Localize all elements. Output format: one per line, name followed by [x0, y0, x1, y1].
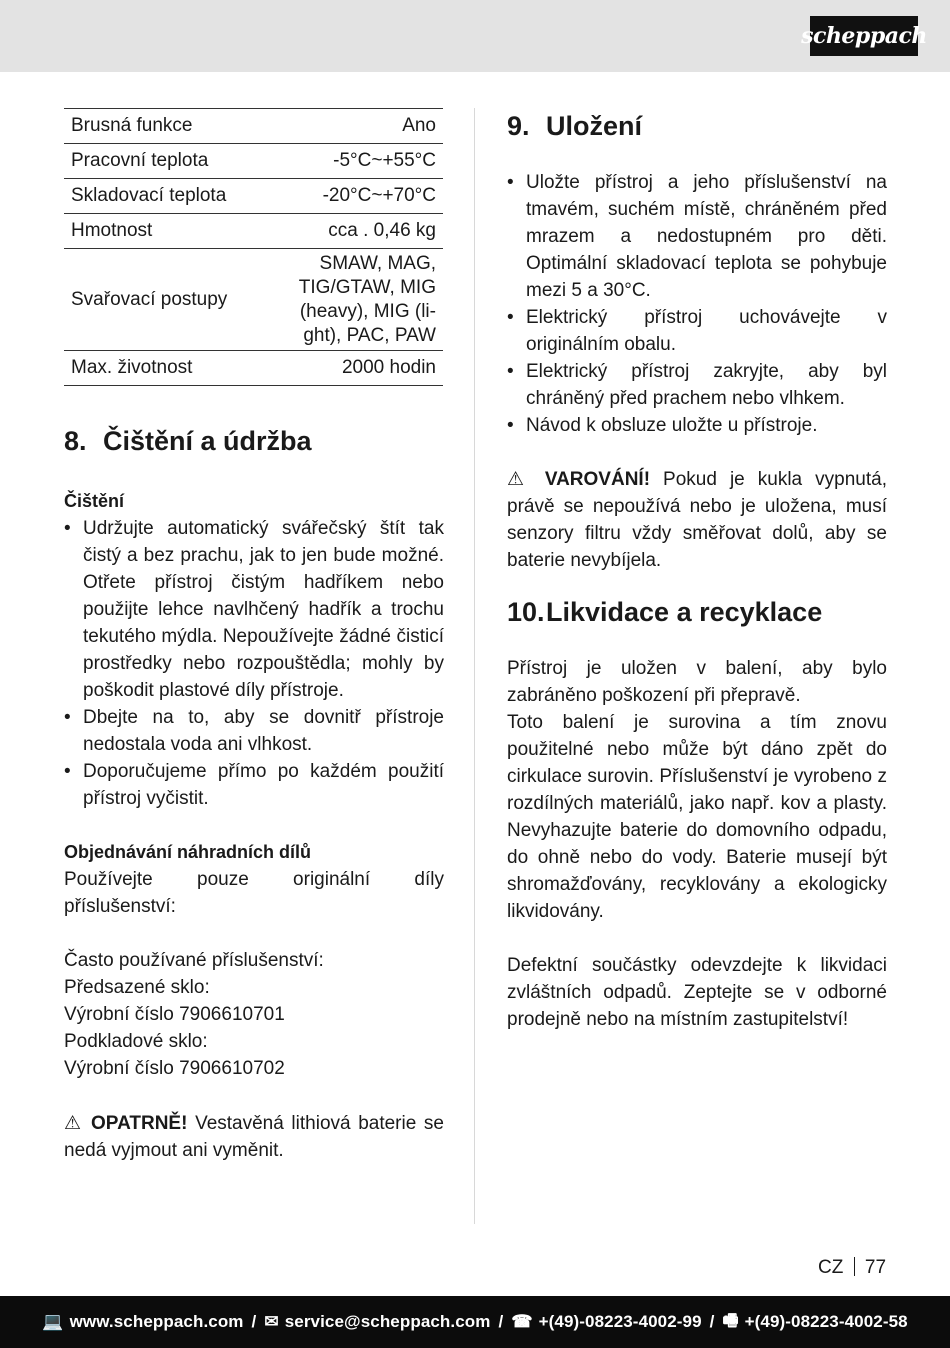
cleaning-heading: Čištění	[64, 491, 125, 511]
table-row	[64, 179, 443, 214]
email-icon: ✉	[264, 1312, 279, 1331]
section-10-heading	[507, 596, 887, 628]
footer-separator: /	[251, 1312, 257, 1331]
brand-logo: scheppach	[810, 16, 918, 56]
footer-fax: +(49)-08223-4002-58	[744, 1312, 908, 1331]
storage-list	[507, 169, 887, 439]
spec-label: Brusná funkce	[71, 115, 193, 136]
table-row	[64, 109, 443, 144]
spec-label: Max. životnost	[71, 357, 193, 378]
list-item: • Elektrický přístroj zakryjte, aby byl chráněný před prachem nebo vlhkem.	[507, 358, 887, 412]
list-item: • Uložte přístroj a jeho příslušenství na tmavém, suchém místě, chráněném před mrazem a nedostupném pro děti. Optimální skladovací teplota se pohybuje mezi 5 a 30°C.	[507, 169, 887, 304]
disposal-paragraph: Přístroj je uložen v balení, aby bylo zabráněno poškození při přepravě.	[507, 658, 887, 706]
parts-line: Předsazené sklo:	[64, 977, 210, 998]
warning-icon: ⚠	[64, 1113, 84, 1134]
warning-text: Pokud je kukla vypnutá, právě se nepoužívá nebo je uložena, musí senzory filtru vždy směřovat dolů, aby se baterie nevybíjela.	[507, 469, 887, 571]
table-row	[64, 144, 443, 179]
warning-note	[507, 466, 887, 574]
caution-text: Vestavěná lithiová baterie se nedá vyjmout ani vyměnit.	[64, 1113, 444, 1161]
section-number: 8.	[64, 426, 87, 456]
spec-value: 2000 hodin	[341, 357, 436, 378]
spec-table	[64, 108, 443, 386]
right-column	[507, 108, 887, 1033]
computer-icon: 💻	[42, 1312, 64, 1331]
section-title: Čištění a údržba	[103, 426, 312, 456]
footer-email-link[interactable]: service@scheppach.com	[284, 1312, 491, 1331]
parts-list	[64, 947, 444, 1082]
spec-value: Ano	[402, 115, 436, 136]
disposal-paragraph: Defektní součástky odevzdejte k likvidaci zvláštních odpadů. Zeptejte se v odborné prodejně nebo na místním zastupitelství!	[507, 955, 887, 1030]
spec-label: Svařovací postupy	[71, 288, 228, 310]
section-8-heading	[64, 425, 444, 457]
column-divider	[474, 108, 475, 1224]
footer-phone: +(49)-08223-4002-99	[538, 1312, 702, 1331]
page-lang: CZ	[818, 1257, 844, 1278]
footer-website-link[interactable]: www.scheppach.com	[69, 1312, 244, 1331]
spec-value-line: TIG/GTAW, MIG	[298, 276, 436, 298]
spec-value: cca . 0,46 kg	[328, 220, 436, 241]
spec-value: -20°C~+70°C	[322, 185, 436, 206]
left-column	[64, 108, 444, 1164]
table-row	[64, 214, 443, 249]
table-row	[64, 249, 443, 351]
section-title: Likvidace a recyklace	[546, 597, 823, 627]
spec-label: Pracovní teplota	[71, 150, 209, 171]
spec-value: -5°C~+55°C	[333, 150, 436, 171]
caution-note	[64, 1110, 444, 1164]
section-number: 9.	[507, 111, 530, 141]
footer-separator: /	[498, 1312, 504, 1331]
page-number-value: 77	[864, 1257, 887, 1278]
disposal-paragraph: Toto balení je surovina a tím znovu použitelné nebo může být dáno zpět do cirkulace surovin. Příslušenství je vyrobeno z rozdílných materiálů, jako např. kov a plasty. Nevyhazujte baterie do domovního odpadu, do ohně nebo do vody. Baterie musejí být shromažďovány, recyklovány a ekologicky likvidovány.	[507, 712, 887, 922]
spec-value-line: ght), PAC, PAW	[303, 324, 436, 346]
parts-heading: Objednávání náhradních dílů	[64, 842, 312, 862]
cleaning-list	[64, 515, 444, 812]
phone-icon: ☎	[511, 1312, 533, 1331]
spec-value-line: (heavy), MIG (li-	[299, 300, 436, 322]
parts-line: Podkladové sklo:	[64, 1031, 208, 1052]
table-row	[64, 351, 443, 386]
list-item: • Elektrický přístroj uchovávejte v originálním obalu.	[507, 304, 887, 358]
footer-separator: /	[709, 1312, 715, 1331]
section-title: Uložení	[546, 111, 643, 141]
list-item: • Návod k obsluze uložte u přístroje.	[507, 412, 887, 439]
parts-line: Výrobní číslo 7906610701	[64, 1004, 285, 1025]
section-number: 10.	[507, 597, 545, 627]
spec-value-line: SMAW, MAG,	[319, 252, 436, 274]
parts-line: Často používané příslušenství:	[64, 950, 324, 971]
spec-value	[265, 249, 443, 351]
list-item: • Udržujte automatický svářečský štít tak čistý a bez prachu, jak to jen bude možné. Otřete přístroj čistým hadříkem nebo použijte lehce navlhčený hadřík a trochu tekutého mýdla. Nepoužívejte žádné čisticí prostředky nebo rozpouštědla; mohly by poškodit plastové díly přístroje.	[64, 515, 444, 704]
page-number-separator	[854, 1257, 855, 1276]
fax-icon: 🖷	[722, 1310, 739, 1330]
list-item: • Dbejte na to, aby se dovnitř přístroje nedostala voda ani vlhkost.	[64, 704, 444, 758]
page-number	[818, 1256, 886, 1280]
parts-text: Používejte pouze originální díly příslušenství:	[64, 869, 444, 917]
header-bar	[0, 0, 950, 72]
warning-icon: ⚠	[507, 469, 532, 490]
section-9-heading	[507, 110, 887, 142]
spec-label: Hmotnost	[71, 220, 153, 241]
footer-bar	[0, 1296, 950, 1348]
caution-label: OPATRNĚ!	[91, 1113, 188, 1134]
parts-line: Výrobní číslo 7906610702	[64, 1058, 285, 1079]
spec-label: Skladovací teplota	[71, 185, 227, 206]
warning-label: VAROVÁNÍ!	[544, 469, 651, 490]
list-item: • Doporučujeme přímo po každém použití přístroj vyčistit.	[64, 758, 444, 812]
